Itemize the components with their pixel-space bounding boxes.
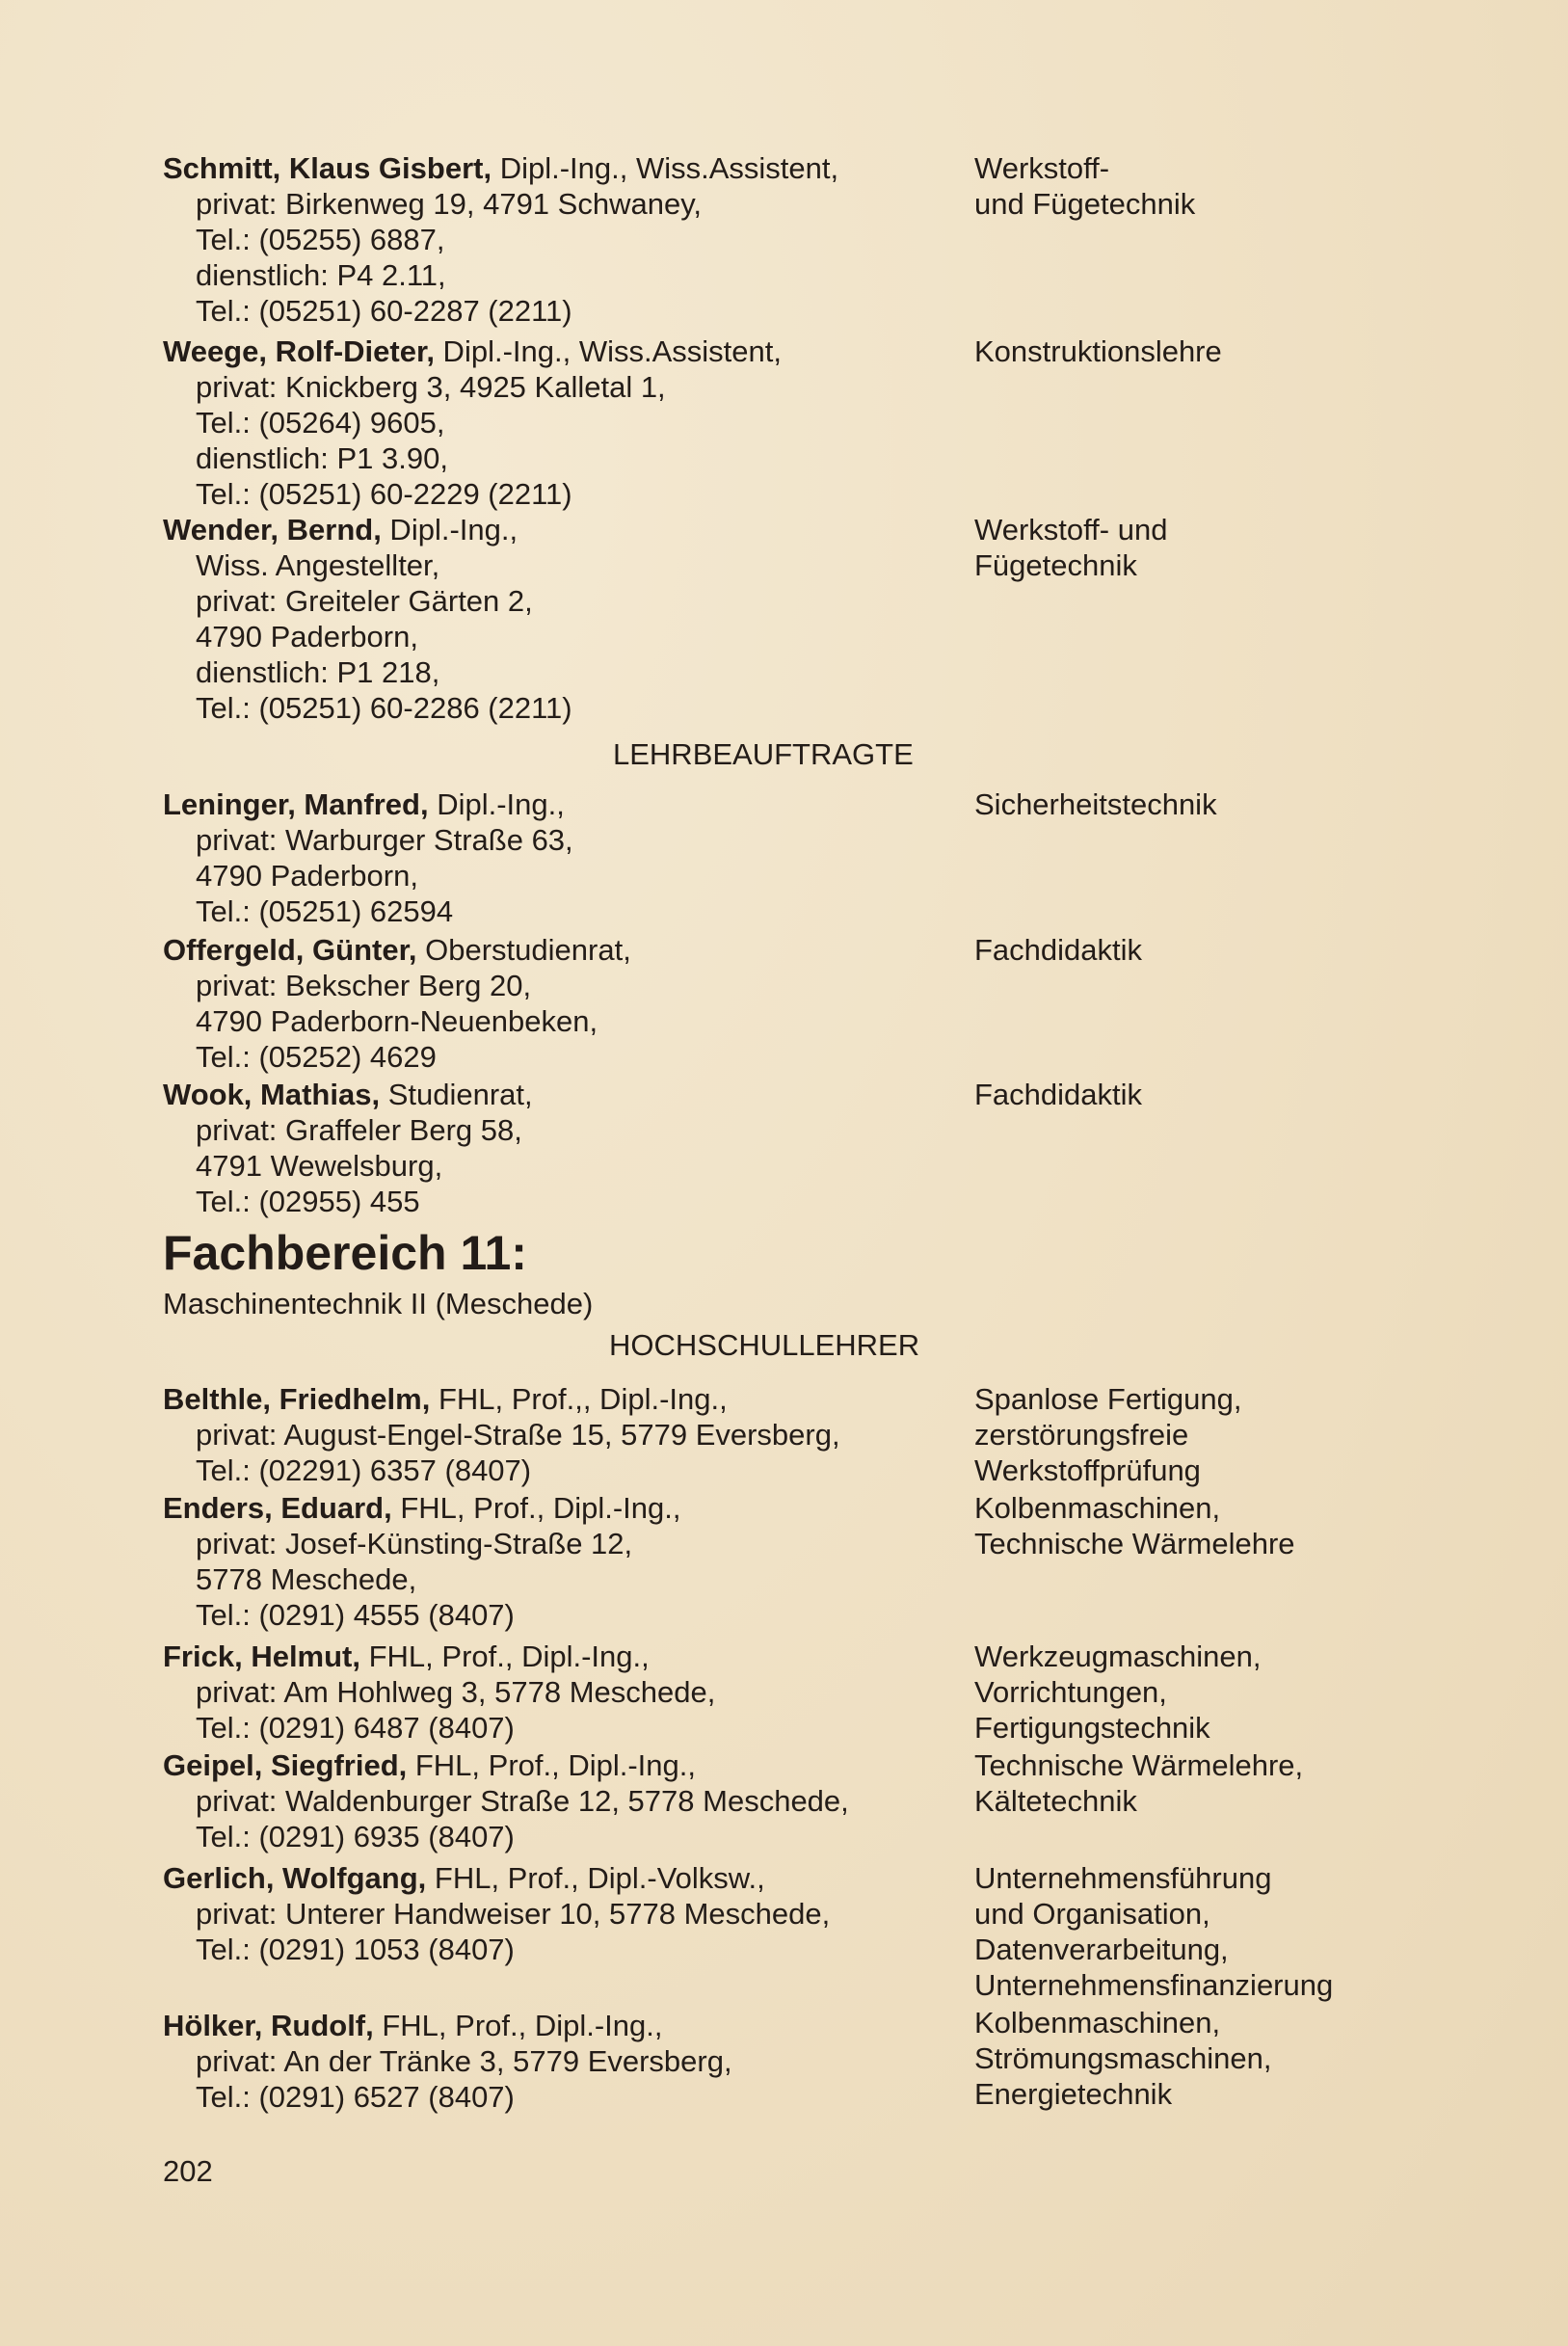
subject-line: Unternehmensführung bbox=[974, 1861, 1272, 1895]
subject-line: Spanlose Fertigung, bbox=[974, 1382, 1242, 1416]
entry-heading bbox=[163, 2008, 963, 2043]
address-line: Tel.: (02291) 6357 (8407) bbox=[196, 1453, 532, 1487]
subject-line: Strömungsmaschinen, bbox=[974, 2041, 1272, 2075]
person-title: FHL, Prof., Dipl.-Ing., bbox=[391, 1491, 681, 1525]
address-line: 4790 Paderborn-Neuenbeken, bbox=[196, 1004, 598, 1038]
subject-line: Fachdidaktik bbox=[974, 1078, 1143, 1111]
subject-line: Fertigungstechnik bbox=[974, 1711, 1210, 1745]
person-name: Wook, Mathias, bbox=[163, 1078, 381, 1111]
entry-heading bbox=[163, 150, 963, 186]
address-line: privat: Warburger Straße 63, bbox=[196, 823, 573, 857]
person-title: FHL, Prof., Dipl.-Volksw., bbox=[426, 1861, 765, 1895]
staff-entry bbox=[163, 1860, 963, 1967]
fachbereich-title: Fachbereich 11: bbox=[163, 1226, 527, 1280]
address-line: Tel.: (05251) 62594 bbox=[196, 894, 454, 928]
subject-area bbox=[974, 150, 1379, 222]
staff-entry bbox=[163, 150, 963, 329]
entry-heading bbox=[163, 1747, 963, 1783]
person-title: FHL, Prof., Dipl.-Ing., bbox=[373, 2009, 663, 2042]
address-line: Tel.: (05252) 4629 bbox=[196, 1040, 437, 1074]
address-line: Tel.: (05255) 6887, bbox=[196, 223, 445, 256]
entry-heading bbox=[163, 786, 963, 822]
person-name: Offergeld, Günter, bbox=[163, 933, 417, 967]
subject-line: zerstörungsfreie bbox=[974, 1418, 1189, 1452]
subject-area bbox=[974, 1747, 1379, 1819]
address-line: dienstlich: P4 2.11, bbox=[196, 258, 446, 292]
entry-heading bbox=[163, 333, 963, 369]
person-name: Leninger, Manfred, bbox=[163, 787, 429, 821]
address-line: dienstlich: P1 3.90, bbox=[196, 441, 448, 475]
address-line: Tel.: (05264) 9605, bbox=[196, 406, 445, 440]
person-title: Dipl.-Ing., Wiss.Assistent, bbox=[434, 334, 782, 368]
address-line: Tel.: (0291) 1053 (8407) bbox=[196, 1933, 515, 1966]
person-title: Dipl.-Ing., Wiss.Assistent, bbox=[492, 151, 839, 185]
address-line: 5778 Meschede, bbox=[196, 1562, 417, 1596]
entry-heading bbox=[163, 1381, 963, 1417]
subject-line: Kolbenmaschinen, bbox=[974, 1491, 1221, 1525]
subject-area bbox=[974, 1381, 1379, 1488]
person-name: Weege, Rolf-Dieter, bbox=[163, 334, 435, 368]
address-line: Tel.: (05251) 60-2286 (2211) bbox=[196, 691, 572, 725]
address-line: 4790 Paderborn, bbox=[196, 620, 418, 653]
subject-line: Vorrichtungen, bbox=[974, 1675, 1167, 1709]
entry-heading bbox=[163, 1639, 963, 1674]
subject-line: Konstruktionslehre bbox=[974, 334, 1222, 368]
address-line: privat: An der Tränke 3, 5779 Eversberg, bbox=[196, 2044, 732, 2078]
person-name: Gerlich, Wolfgang, bbox=[163, 1861, 427, 1895]
staff-entry bbox=[163, 1639, 963, 1746]
subject-line: Sicherheitstechnik bbox=[974, 787, 1217, 821]
subject-line: Technische Wärmelehre, bbox=[974, 1748, 1304, 1782]
person-title: Oberstudienrat, bbox=[416, 933, 631, 967]
address-line: privat: Greiteler Gärten 2, bbox=[196, 584, 533, 618]
staff-entry bbox=[163, 512, 963, 726]
subject-line: Werkstoffprüfung bbox=[974, 1453, 1201, 1487]
address-line: Tel.: (05251) 60-2287 (2211) bbox=[196, 294, 572, 328]
person-title: Dipl.-Ing., bbox=[428, 787, 565, 821]
person-title: FHL, Prof.,, Dipl.-Ing., bbox=[430, 1382, 728, 1416]
entry-heading bbox=[163, 1077, 963, 1112]
person-title: FHL, Prof., Dipl.-Ing., bbox=[407, 1748, 697, 1782]
subject-area bbox=[974, 333, 1379, 369]
person-name: Frick, Helmut, bbox=[163, 1640, 360, 1673]
address-line: Wiss. Angestellter, bbox=[196, 548, 440, 582]
address-line: privat: Josef-Künsting-Straße 12, bbox=[196, 1527, 633, 1560]
person-title: FHL, Prof., Dipl.-Ing., bbox=[360, 1640, 650, 1673]
person-name: Wender, Bernd, bbox=[163, 513, 382, 547]
fachbereich-subtitle: Maschinentechnik II (Meschede) bbox=[163, 1287, 594, 1320]
address-line: privat: Unterer Handweiser 10, 5778 Meschede, bbox=[196, 1897, 831, 1931]
subject-line: Energietechnik bbox=[974, 2077, 1173, 2111]
subject-line: Datenverarbeitung, bbox=[974, 1933, 1229, 1966]
address-line: privat: Waldenburger Straße 12, 5778 Meschede, bbox=[196, 1784, 849, 1818]
address-line: 4791 Wewelsburg, bbox=[196, 1149, 443, 1183]
subject-area bbox=[974, 1639, 1379, 1746]
subject-area bbox=[974, 512, 1379, 583]
subject-area bbox=[974, 1860, 1379, 2003]
person-title: Dipl.-Ing., bbox=[381, 513, 518, 547]
address-line: Tel.: (0291) 6935 (8407) bbox=[196, 1820, 515, 1853]
subject-line: Werkstoff- bbox=[974, 151, 1110, 185]
section-heading-hochschullehrer: HOCHSCHULLEHRER bbox=[609, 1328, 920, 1362]
staff-entry bbox=[163, 1381, 963, 1488]
subject-line: Fügetechnik bbox=[974, 548, 1137, 582]
subject-line: Kältetechnik bbox=[974, 1784, 1137, 1818]
subject-line: Unternehmensfinanzierung bbox=[974, 1968, 1334, 2002]
address-line: Tel.: (05251) 60-2229 (2211) bbox=[196, 477, 572, 511]
subject-line: und Fügetechnik bbox=[974, 187, 1196, 221]
entry-heading bbox=[163, 512, 963, 547]
subject-area bbox=[974, 786, 1379, 822]
person-name: Belthle, Friedhelm, bbox=[163, 1382, 431, 1416]
staff-entry bbox=[163, 1077, 963, 1219]
person-name: Enders, Eduard, bbox=[163, 1491, 392, 1525]
staff-entry bbox=[163, 786, 963, 929]
staff-entry bbox=[163, 2008, 963, 2115]
person-name: Geipel, Siegfried, bbox=[163, 1748, 408, 1782]
address-line: 4790 Paderborn, bbox=[196, 859, 418, 893]
page-number: 202 bbox=[163, 2154, 213, 2188]
address-line: dienstlich: P1 218, bbox=[196, 655, 440, 689]
address-line: privat: Am Hohlweg 3, 5778 Meschede, bbox=[196, 1675, 716, 1709]
address-line: Tel.: (0291) 6487 (8407) bbox=[196, 1711, 515, 1745]
person-name: Hölker, Rudolf, bbox=[163, 2009, 374, 2042]
person-name: Schmitt, Klaus Gisbert, bbox=[163, 151, 492, 185]
subject-area bbox=[974, 932, 1379, 968]
person-title: Studienrat, bbox=[380, 1078, 533, 1111]
address-line: privat: Bekscher Berg 20, bbox=[196, 969, 532, 1002]
subject-line: Kolbenmaschinen, bbox=[974, 2006, 1221, 2039]
address-line: Tel.: (0291) 4555 (8407) bbox=[196, 1598, 515, 1632]
subject-line: Fachdidaktik bbox=[974, 933, 1143, 967]
entry-heading bbox=[163, 1860, 963, 1896]
address-line: privat: August-Engel-Straße 15, 5779 Eversberg, bbox=[196, 1418, 840, 1452]
entry-heading bbox=[163, 932, 963, 968]
address-line: Tel.: (02955) 455 bbox=[196, 1185, 420, 1218]
subject-area bbox=[974, 1077, 1379, 1112]
staff-entry bbox=[163, 1747, 963, 1854]
subject-line: Technische Wärmelehre bbox=[974, 1527, 1295, 1560]
staff-entry bbox=[163, 333, 963, 512]
subject-line: Werkzeugmaschinen, bbox=[974, 1640, 1262, 1673]
address-line: Tel.: (0291) 6527 (8407) bbox=[196, 2080, 515, 2114]
subject-area bbox=[974, 2005, 1379, 2112]
subject-area bbox=[974, 1490, 1379, 1561]
address-line: privat: Birkenweg 19, 4791 Schwaney, bbox=[196, 187, 703, 221]
staff-entry bbox=[163, 932, 963, 1075]
subject-line: Werkstoff- und bbox=[974, 513, 1168, 547]
address-line: privat: Knickberg 3, 4925 Kalletal 1, bbox=[196, 370, 666, 404]
staff-entry bbox=[163, 1490, 963, 1633]
entry-heading bbox=[163, 1490, 963, 1526]
section-heading-lehrbeauftragte: LEHRBEAUFTRAGTE bbox=[613, 737, 914, 771]
address-line: privat: Graffeler Berg 58, bbox=[196, 1113, 522, 1147]
subject-line: und Organisation, bbox=[974, 1897, 1210, 1931]
